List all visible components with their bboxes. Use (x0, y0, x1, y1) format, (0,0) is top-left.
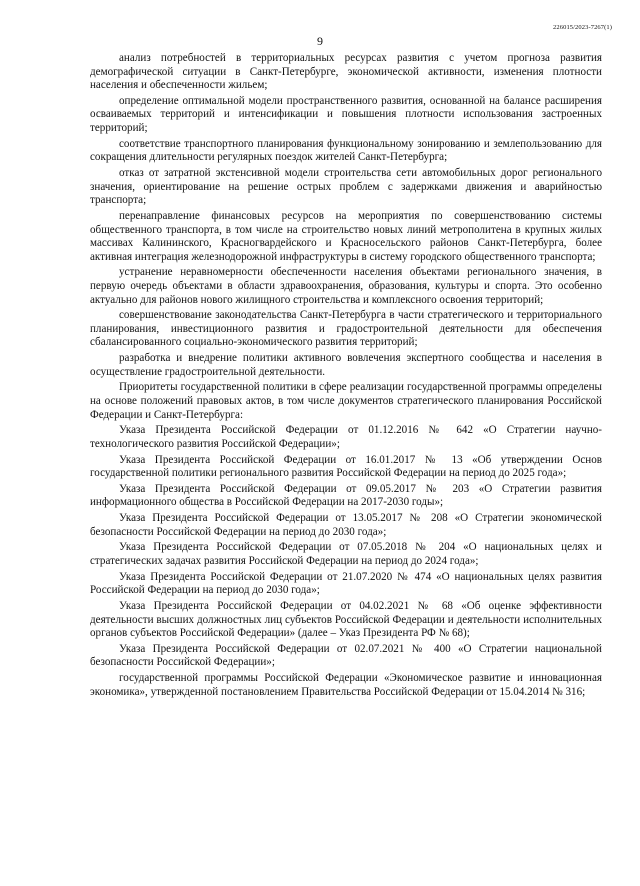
paragraph: устранение неравномерности обеспеченности населения объектами регионального значения, в первую очередь объектами в области здравоохранения, образования, культуры и спорта. Это особенно актуально для районов нового жилищного строительства и комплексного освоения территорий; (90, 266, 602, 306)
paragraph: Указа Президента Российской Федерации от 07.05.2018 № 204 «О национальных целях и стратегических задачах развития Российской Федерации на период до 2024 года»; (90, 541, 602, 567)
document-body (90, 52, 602, 701)
paragraph: Указа Президента Российской Федерации от 04.02.2021 № 68 «Об оценке эффективности деятельности высших должностных лиц субъектов Российской Федерации и деятельности исполнительных органов субъектов Российской Федерации» (далее – Указ Президента РФ № 68); (90, 599, 602, 640)
paragraph: определение оптимальной модели пространственного развития, основанной на балансе расширения осваиваемых территорий и интенсификации и повышения плотности использования застроенных территорий; (90, 94, 602, 135)
paragraph: разработка и внедрение политики активного вовлечения экспертного сообщества и населения в осуществление градостроительной деятельности. (90, 352, 602, 378)
paragraph: Указа Президента Российской Федерации от 02.07.2021 № 400 «О Стратегии национальной безопасности Российской Федерации»; (90, 642, 602, 669)
paragraph: Приоритеты государственной политики в сфере реализации государственной программы определены на основе положений правовых актов, в том числе документов стратегического планирования Российской Федерации и Санкт-Петербурга: (90, 381, 602, 421)
paragraph: Указа Президента Российской Федерации от 16.01.2017 № 13 «Об утверждении Основ государственной политики регионального развития Российской Федерации на период до 2025 года»; (90, 453, 602, 480)
paragraph: перенаправление финансовых ресурсов на мероприятия по совершенствованию системы общественного транспорта, в том числе на строительство новых линий метрополитена в крупных жилых массивах Калининского, Красногвардейского и Красносельского районов Санкт-Петербурга, более активная интеграция железнодорожной инфраструктуры в систему городского общественного транспорта; (90, 209, 602, 263)
paragraph: государственной программы Российской Федерации «Экономическое развитие и инновационная экономика», утвержденной постановлением Правительства Российской Федерации от 15.04.2014 № 316; (90, 672, 602, 698)
document-registration-number: 226015/2023-7267(1) (553, 24, 612, 31)
paragraph: Указа Президента Российской Федерации от 01.12.2016 № 642 «О Стратегии научно-технологического развития Российской Федерации»; (90, 424, 602, 450)
paragraph: Указа Президента Российской Федерации от 21.07.2020 № 474 «О национальных целях развития Российской Федерации на период до 2030 года»; (90, 570, 602, 597)
paragraph: Указа Президента Российской Федерации от 09.05.2017 № 203 «О Стратегии развития информационного общества в Российской Федерации на 2017-2030 годы»; (90, 482, 602, 509)
paragraph: совершенствование законодательства Санкт-Петербурга в части стратегического и территориального планирования, инвестиционного развития и градостроительной деятельности для обеспечения сбалансированного социально-экономического развития территорий; (90, 309, 602, 349)
page-number: 9 (317, 34, 323, 48)
paragraph: отказ от затратной экстенсивной модели строительства сети автомобильных дорог регионального значения, ориентирование на решение острых проблем с задержками движения и аварийностью транспорта; (90, 167, 602, 207)
paragraph: Указа Президента Российской Федерации от 13.05.2017 № 208 «О Стратегии экономической безопасности Российской Федерации на период до 2030 года»; (90, 512, 602, 538)
paragraph: соответствие транспортного планирования функциональному зонированию и землепользованию для сокращения длительности регулярных поездок жителей Санкт-Петербурга; (90, 137, 602, 164)
paragraph: анализ потребностей в территориальных ресурсах развития с учетом прогноза развития демографической ситуации в Санкт-Петербурге, экономической активности, изменения плотности населения и обеспеченности жильем; (90, 52, 602, 92)
